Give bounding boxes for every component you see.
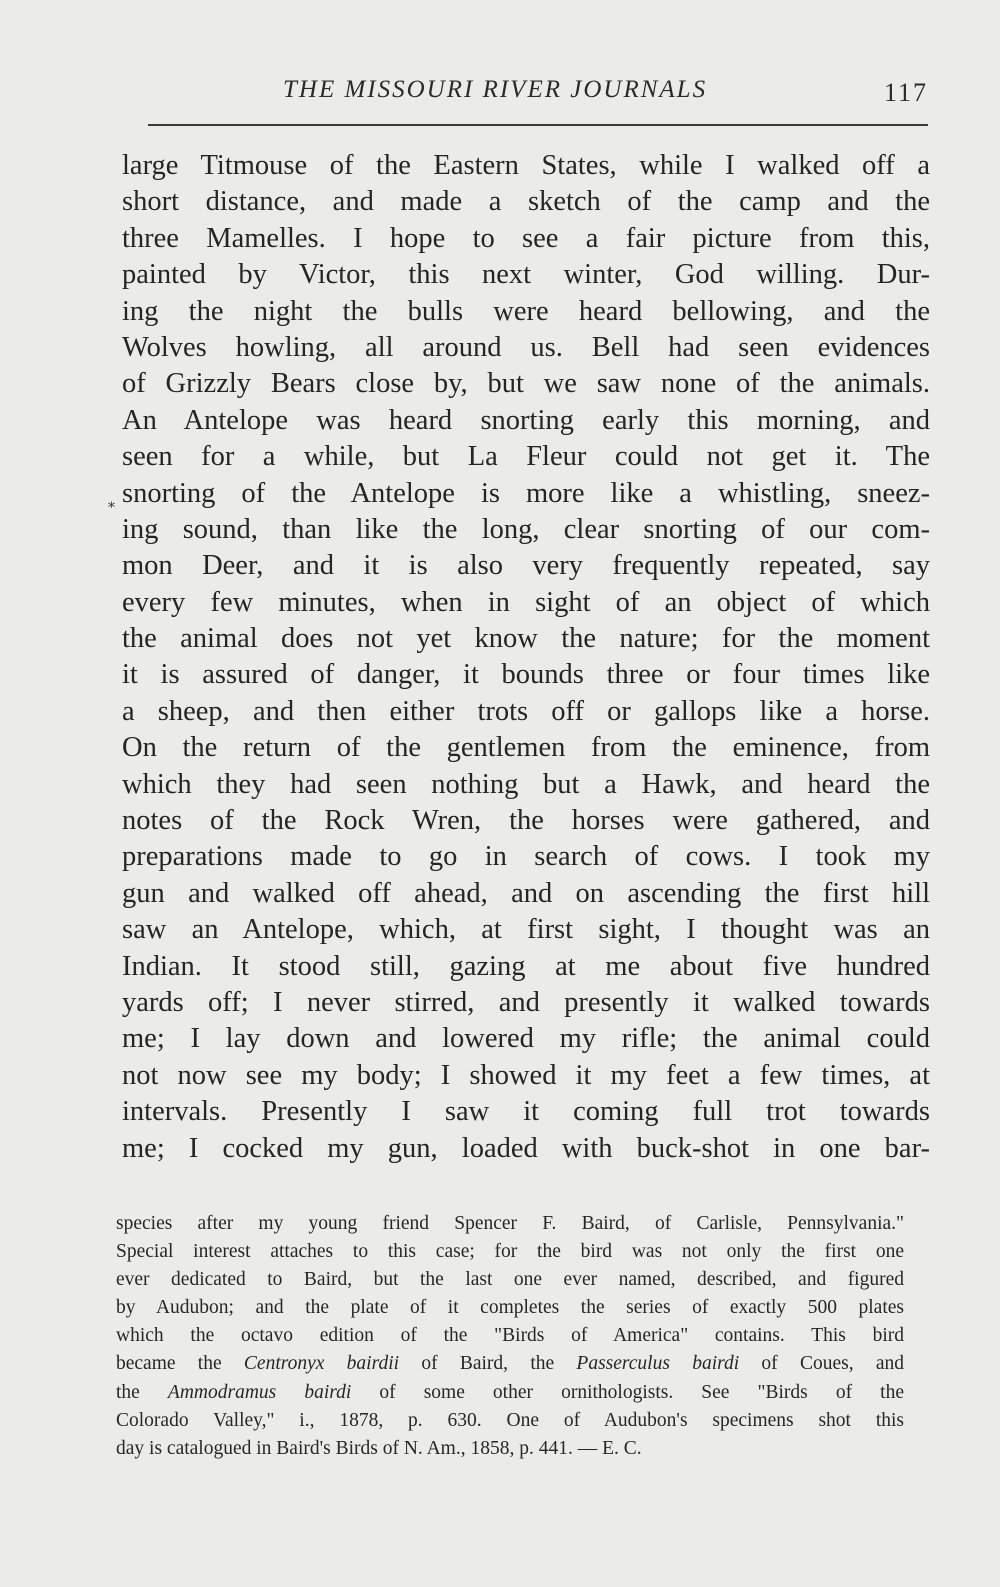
body-text [122,148,930,1167]
species-name: Centronyx bairdii [243,1353,400,1375]
body-line: On the return of the gentlemen from the eminence, from [122,732,930,764]
body-line: Indian. It stood still, gazing at me about five hundred [122,950,930,982]
page-header [148,76,928,116]
body-line: Wolves howling, all around us. Bell had seen evidences [122,331,930,363]
body-line: short distance, and made a sketch of the camp and the [122,186,930,218]
body-line: intervals. Presently I saw it coming full trot towards [122,1096,930,1128]
body-line: which they had seen nothing but a Hawk, and heard the [122,768,930,800]
body-line: not now see my body; I showed it my feet a few times, at [122,1059,930,1091]
body-line: mon Deer, and it is also very frequently repeated, say [122,550,930,582]
footnote-line: species after my young friend Spencer F. Baird, of Carlisle, Pennsylvania." [116,1213,904,1234]
footnote-line: which the octavo edition of the "Birds of America" contains. This bird [116,1325,904,1347]
body-line: large Titmouse of the Eastern States, while I walked off a [122,150,930,181]
body-line: painted by Victor, this next winter, God willing. Dur- [122,259,930,291]
body-line: it is assured of danger, it bounds three or four times like [122,659,930,691]
body-line: seen for a while, but La Fleur could not get it. The [122,441,930,473]
body-line: me; I cocked my gun, loaded with buck-shot in one bar- [122,1132,930,1164]
footnote-text: became the [116,1353,244,1375]
footnote-text: of Baird, the [399,1353,577,1375]
footnote-line: Colorado Valley," i., 1878, p. 630. One of Audubon's specimens shot this [116,1409,904,1431]
footnote-line [116,1350,904,1378]
body-line: three Mamelles. I hope to see a fair picture from this, [122,222,930,254]
body-line: snorting of the Antelope is more like a whistling, sneez- [122,477,930,509]
body-line: preparations made to go in search of cows. I took my [122,841,930,873]
body-line: the animal does not yet know the nature; for the moment [122,623,930,655]
species-name: Ammodramus bairdi [167,1381,352,1403]
body-line: saw an Antelope, which, at first sight, I thought was an [122,914,930,946]
header-rule [148,124,928,126]
running-title: THE MISSOURI RIVER JOURNALS [283,76,708,103]
footnote-line [116,1379,904,1407]
body-line: An Antelope was heard snorting early this morning, and [122,404,930,436]
footnote-line: ever dedicated to Baird, but the last one ever named, described, and figured [116,1269,904,1291]
body-line: ing the night the bulls were heard bellowing, and the [122,295,930,327]
footnote-text: of some other ornithologists. See "Birds of the [351,1381,904,1403]
body-line: notes of the Rock Wren, the horses were gathered, and [122,805,930,837]
footnote-text: the [116,1381,168,1403]
body-line: me; I lay down and lowered my rifle; the animal could [122,1023,930,1055]
footnote-line: day is catalogued in Baird's Birds of N. Am., 1858, p. 441. — E. C. [116,1437,642,1459]
body-line: every few minutes, when in sight of an object of which [122,586,930,618]
footnote-line: Special interest attaches to this case; for the bird was not only the first one [116,1241,904,1263]
body-line: yards off; I never stirred, and presently it walked towards [122,986,930,1018]
species-name: Passerculus bairdi [576,1353,740,1375]
page-number: 117 [883,78,928,107]
footnote [116,1210,904,1463]
margin-mark: * [108,500,115,516]
footnote-line: by Audubon; and the plate of it completes the series of exactly 500 plates [116,1297,904,1319]
body-line: a sheep, and then either trots off or gallops like a horse. [122,695,930,727]
footnote-text: of Coues, and [739,1353,904,1375]
body-line: ing sound, than like the long, clear snorting of our com- [122,513,930,545]
body-line: gun and walked off ahead, and on ascending the first hill [122,877,930,909]
body-line: of Grizzly Bears close by, but we saw none of the animals. [122,368,930,400]
